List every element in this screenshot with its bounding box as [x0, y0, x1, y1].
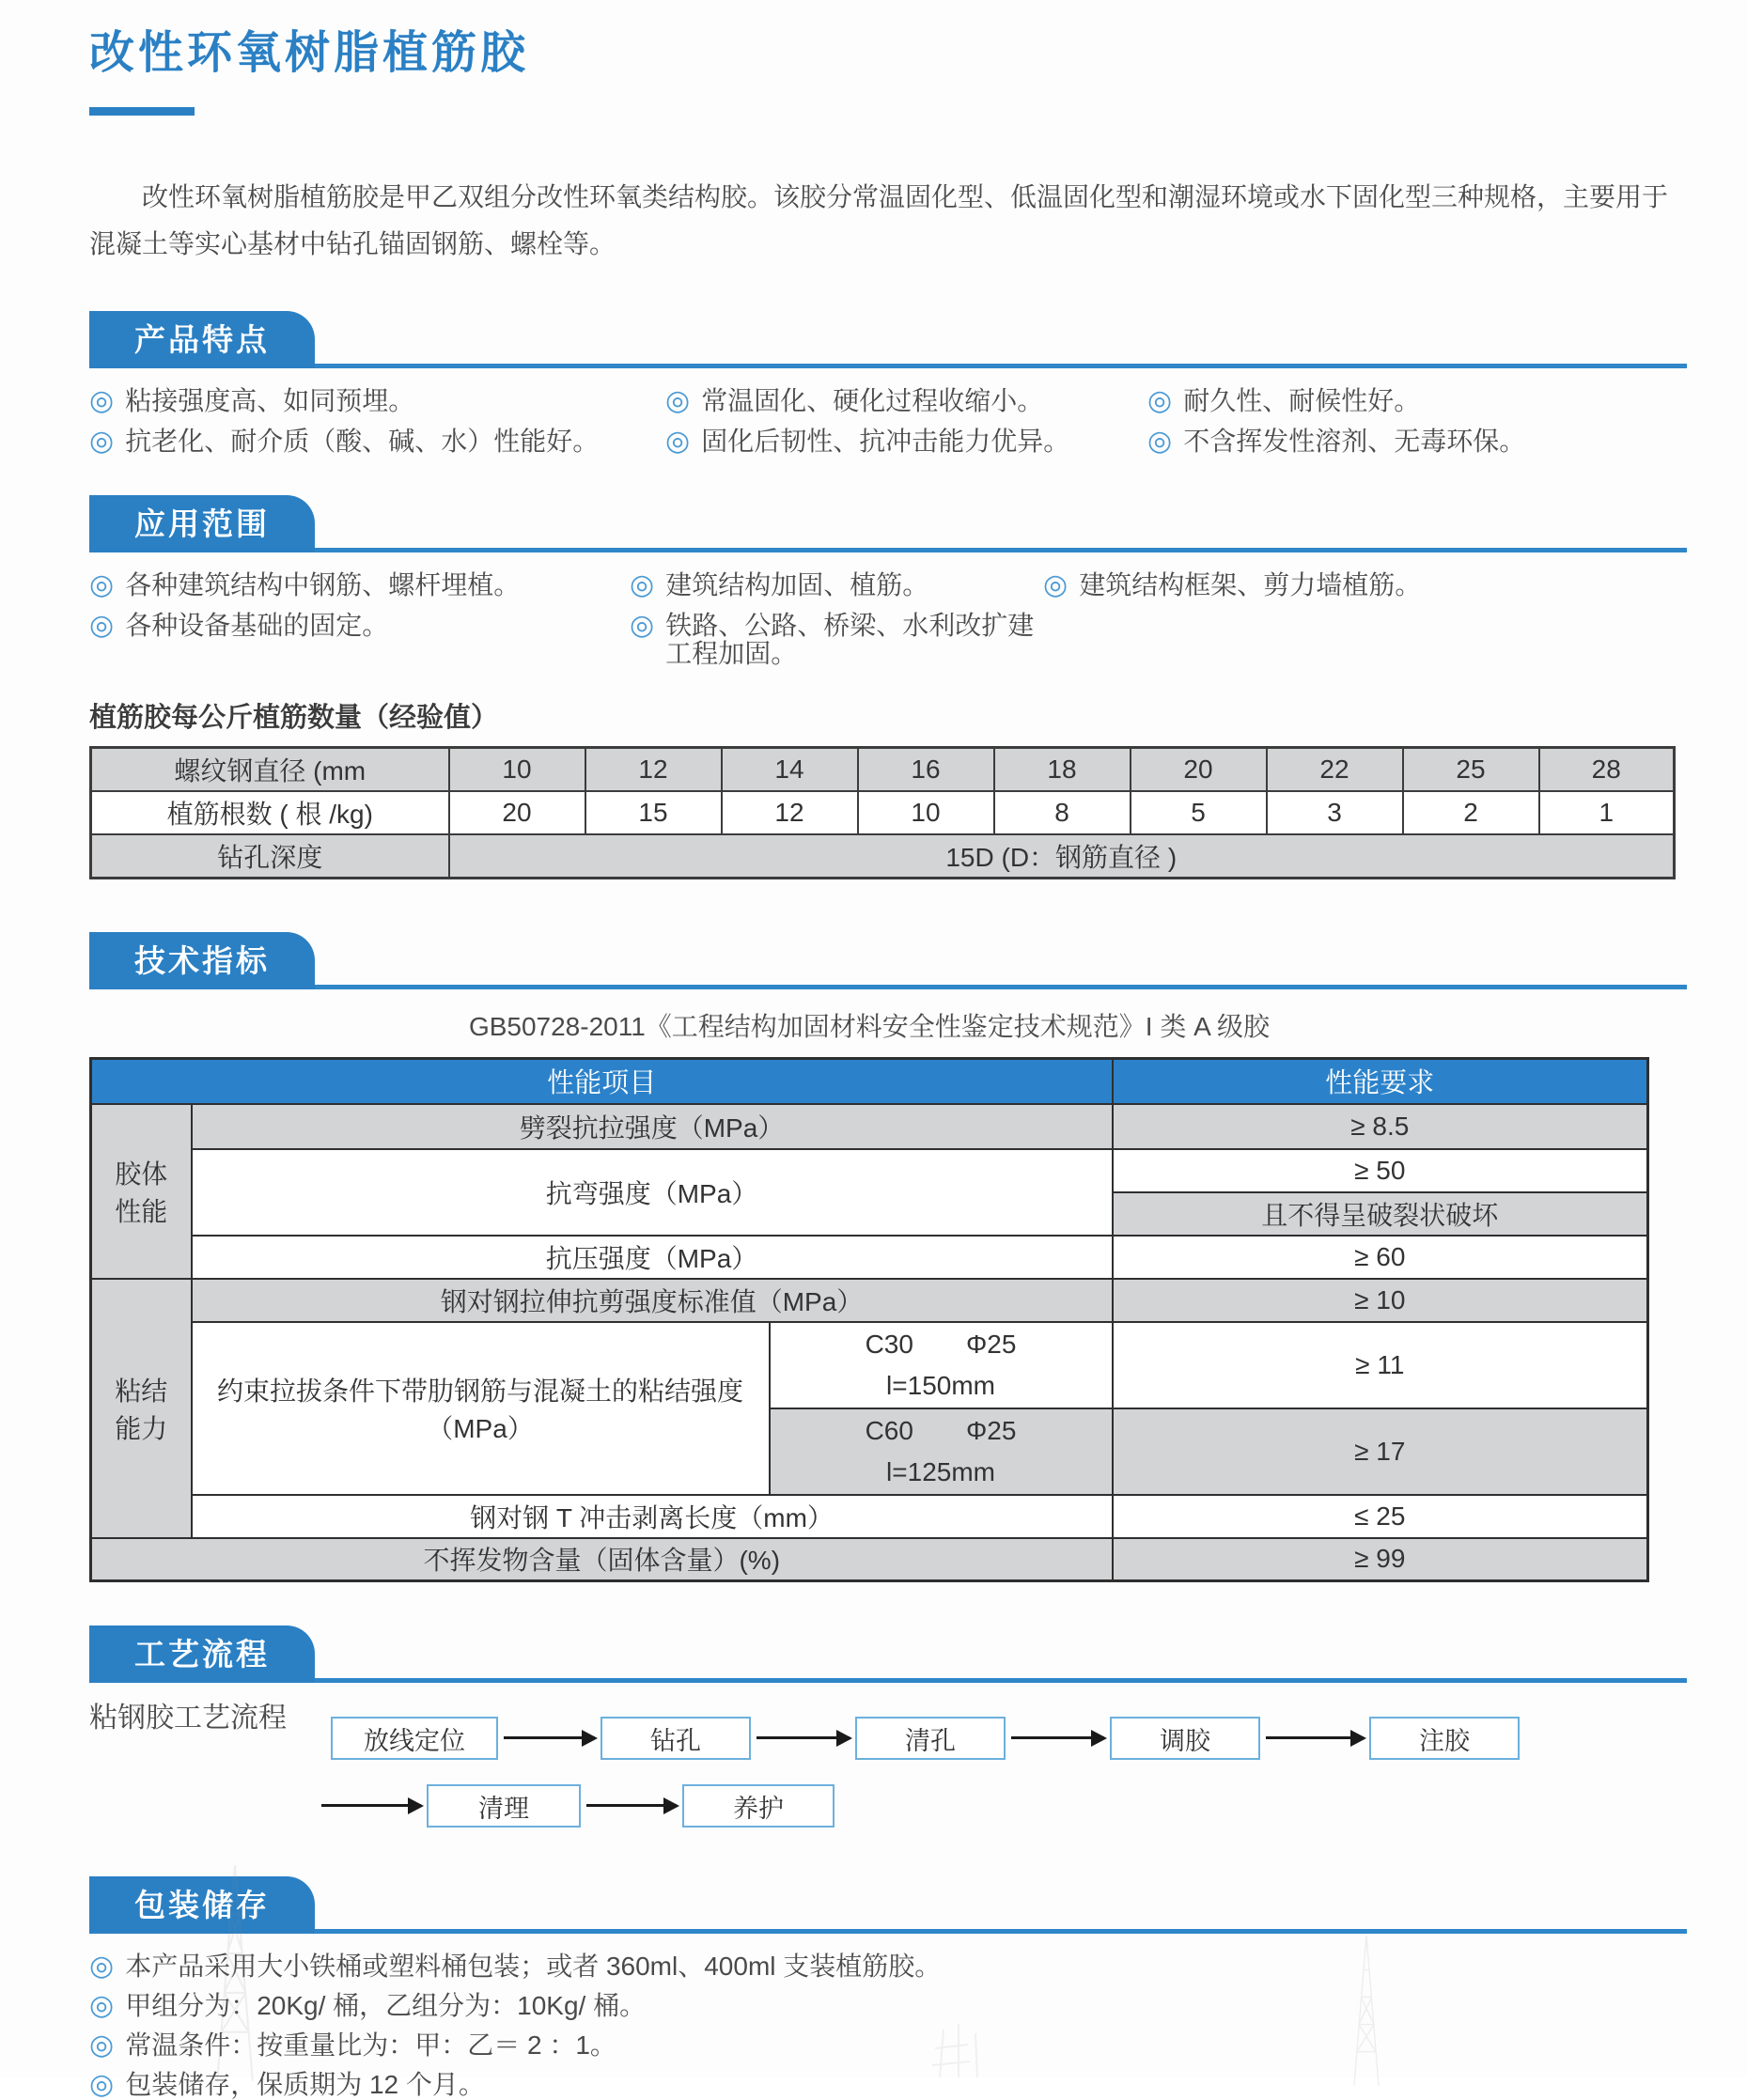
spec-req: ≥ 50 [1113, 1149, 1648, 1192]
flow-arrow-icon [1011, 1736, 1104, 1739]
feature-item [89, 428, 665, 456]
section-features [0, 311, 1747, 456]
rebar-table-caption: 植筋胶每公斤植筋数量（经验值） [89, 703, 499, 733]
spec-subcondition [770, 1408, 1113, 1495]
cell: 5 [1131, 791, 1267, 834]
spec-req: ≥ 11 [1113, 1322, 1648, 1408]
application-item [1043, 571, 1747, 599]
table-row [91, 1149, 1648, 1192]
feature-text: 固化后韧性、抗冲击能力优异。 [701, 427, 1070, 456]
cell: 25 [1403, 748, 1539, 792]
cell: 22 [1267, 748, 1403, 792]
spec-header-item: 性能项目 [91, 1059, 1113, 1104]
cell: 3 [1267, 791, 1403, 834]
bullet-circle-icon: ◎ [630, 569, 655, 600]
spec-name: 钢对钢拉伸抗剪强度标准值（MPa） [192, 1279, 1113, 1322]
flow-step: 放线定位 [331, 1717, 498, 1760]
bullet-circle-icon: ◎ [89, 426, 115, 457]
cell: 2 [1403, 791, 1539, 834]
cell: 10 [858, 791, 994, 834]
packaging-item [89, 1992, 1747, 2020]
cell: 12 [722, 791, 858, 834]
section-tech [0, 932, 1747, 1582]
application-text: 建筑结构框架、剪力墙植筋。 [1079, 570, 1422, 599]
table-row [91, 1104, 1648, 1149]
intro-paragraph: 改性环氧树脂植筋胶是甲乙双组分改性环氧类结构胶。该胶分常温固化型、低温固化型和潮湿环境或水下固化型三种规格，主要用于混凝土等实心基材中钻孔锚固钢筋、螺栓等。 [89, 182, 1669, 258]
section-badge-packaging: 包装储存 [89, 1876, 315, 1934]
spec-subcondition [770, 1322, 1113, 1408]
table-row [91, 1236, 1648, 1279]
section-head-applications [89, 495, 1687, 552]
application-text: 各种建筑结构中钢筋、螺杆埋植。 [125, 570, 521, 599]
flow-arrow-icon [586, 1804, 677, 1807]
section-rule [89, 1678, 1687, 1683]
spec-header-requirement: 性能要求 [1113, 1059, 1648, 1104]
spec-req: ≥ 8.5 [1113, 1104, 1648, 1149]
spec-name: 抗压强度（MPa） [192, 1236, 1113, 1279]
section-rule [89, 364, 1687, 368]
section-head-features [89, 311, 1687, 368]
flow-arrow-icon [321, 1804, 421, 1807]
flow-step: 清理 [427, 1784, 581, 1828]
flow-step: 调胶 [1110, 1717, 1260, 1760]
section-badge-applications: 应用范围 [89, 495, 315, 552]
section-rule [89, 548, 1687, 552]
cell: 8 [994, 791, 1131, 834]
row-label: 植筋根数 ( 根 /kg) [91, 791, 449, 834]
packaging-item [89, 2071, 1747, 2099]
bullet-circle-icon: ◎ [1147, 426, 1173, 457]
spec-req: ≥ 10 [1113, 1279, 1648, 1322]
table-row [91, 1322, 1648, 1408]
spec-name: 劈裂抗拉强度（MPa） [192, 1104, 1113, 1149]
bullet-circle-icon: ◎ [665, 426, 691, 457]
section-process [0, 1626, 1747, 1858]
flow-arrow-icon [504, 1736, 595, 1739]
feature-text: 粘接强度高、如同预埋。 [125, 386, 415, 415]
process-flowchart [89, 1688, 1747, 1858]
row-label: 钻孔深度 [91, 834, 449, 879]
table-row [91, 1279, 1648, 1322]
row-label: 螺纹钢直径 (mm [91, 748, 449, 792]
packaging-item [89, 1952, 1747, 1981]
feature-text: 抗老化、耐介质（酸、碱、水）性能好。 [125, 427, 600, 456]
merged-cell: 15D (D：钢筋直径 ) [449, 834, 1675, 879]
feature-text: 不含挥发性溶剂、无毒环保。 [1183, 427, 1526, 456]
condition-spec: C60 Φ25 [865, 1415, 1017, 1445]
spec-req: ≤ 25 [1113, 1495, 1648, 1538]
spec-req: ≥ 17 [1113, 1408, 1648, 1495]
cell: 14 [722, 748, 858, 792]
bullet-circle-icon: ◎ [89, 569, 115, 600]
cell: 15 [585, 791, 722, 834]
cell: 20 [1131, 748, 1267, 792]
section-rule [89, 985, 1687, 989]
feature-text: 常温固化、硬化过程收缩小。 [701, 386, 1044, 415]
feature-item [89, 387, 665, 415]
bullet-circle-icon: ◎ [630, 610, 655, 641]
cell: 28 [1539, 748, 1675, 792]
bullet-circle-icon: ◎ [89, 385, 115, 416]
table-row [91, 834, 1675, 879]
cell: 18 [994, 748, 1131, 792]
features-list [89, 387, 1747, 456]
bullet-circle-icon: ◎ [89, 1990, 115, 2021]
watermark-tower-icon [1344, 1936, 1389, 2086]
cell: 16 [858, 748, 994, 792]
feature-text: 耐久性、耐候性好。 [1183, 386, 1421, 415]
bullet-circle-icon: ◎ [89, 610, 115, 641]
section-badge-tech: 技术指标 [89, 932, 315, 989]
application-item [630, 612, 1043, 668]
application-text: 铁路、公路、桥梁、水利改扩建工程加固。 [665, 611, 1035, 668]
bullet-circle-icon: ◎ [89, 2069, 115, 2100]
flow-subtitle: 粘钢胶工艺流程 [89, 1703, 287, 1734]
spec-req: ≥ 60 [1113, 1236, 1648, 1279]
group-label-body: 胶体性能 [91, 1104, 192, 1279]
condition-spec: C30 Φ25 [865, 1329, 1017, 1359]
section-head-tech [89, 932, 1687, 989]
table-row [91, 1495, 1648, 1538]
section-head-process [89, 1626, 1687, 1683]
spec-name: 不挥发物含量（固体含量）(%) [91, 1538, 1113, 1581]
spec-name: 约束拉拔条件下带肋钢筋与混凝土的粘结强度（MPa） [192, 1322, 770, 1495]
condition-length: l=125mm [886, 1456, 995, 1486]
spec-name: 钢对钢 T 冲击剥离长度（mm） [192, 1495, 1113, 1538]
section-rule [89, 1929, 1687, 1934]
packaging-text: 包装储存，保质期为 12 个月。 [125, 2070, 485, 2099]
packaging-item [89, 2031, 1747, 2060]
table-row [91, 748, 1675, 792]
condition-length: l=150mm [886, 1370, 995, 1400]
application-text: 建筑结构加固、植筋。 [665, 570, 929, 599]
table-row [91, 1059, 1648, 1104]
standard-note: GB50728-2011《工程结构加固材料安全性鉴定技术规范》I 类 A 级胶 [468, 1012, 1271, 1041]
cell: 1 [1539, 791, 1675, 834]
flow-arrow-icon [757, 1736, 850, 1739]
flow-step: 养护 [682, 1784, 835, 1828]
application-item [630, 571, 1043, 599]
table-row [91, 1538, 1648, 1581]
feature-item [665, 387, 1147, 415]
group-label-bond: 粘结能力 [91, 1279, 192, 1538]
cell: 20 [449, 791, 585, 834]
feature-item [1147, 428, 1747, 456]
bullet-circle-icon: ◎ [89, 2030, 115, 2061]
section-applications [0, 495, 1747, 668]
rebar-count-table [89, 746, 1676, 879]
spec-req-note: 且不得呈破裂状破坏 [1113, 1192, 1648, 1236]
spec-req: ≥ 99 [1113, 1538, 1648, 1581]
bullet-circle-icon: ◎ [1043, 569, 1068, 600]
section-head-packaging [89, 1876, 1687, 1934]
feature-item [665, 428, 1147, 456]
cell: 12 [585, 748, 722, 792]
section-badge-process: 工艺流程 [89, 1626, 315, 1683]
spec-name: 抗弯强度（MPa） [192, 1149, 1113, 1236]
bullet-circle-icon: ◎ [665, 385, 691, 416]
applications-list [89, 571, 1747, 668]
table-row [91, 791, 1675, 834]
packaging-text: 本产品采用大小铁桶或塑料桶包装；或者 360ml、400ml 支装植筋胶。 [125, 1952, 942, 1981]
cell: 10 [449, 748, 585, 792]
bullet-circle-icon: ◎ [89, 1951, 115, 1982]
application-item [89, 571, 630, 599]
packaging-text: 常温条件：按重量比为：甲：乙＝ 2 ：1。 [125, 2030, 616, 2060]
application-text: 各种设备基础的固定。 [125, 611, 389, 640]
flow-step: 钻孔 [601, 1717, 751, 1760]
watermark-tower-icon [202, 1865, 268, 2081]
application-item [89, 612, 630, 668]
bullet-circle-icon: ◎ [1147, 385, 1173, 416]
packaging-text: 甲组分为：20Kg/ 桶，乙组分为：10Kg/ 桶。 [125, 1991, 647, 2020]
flow-step: 注胶 [1369, 1717, 1520, 1760]
feature-item [1147, 387, 1747, 415]
spec-table [89, 1057, 1649, 1582]
page-title: 改性环氧树脂植筋胶 [89, 28, 530, 78]
section-badge-features: 产品特点 [89, 311, 315, 368]
flow-arrow-icon [1266, 1736, 1364, 1739]
title-underline [89, 107, 195, 116]
packaging-list [89, 1952, 1747, 2099]
flow-step: 清孔 [855, 1717, 1006, 1760]
watermark-building-icon [930, 2020, 1015, 2077]
